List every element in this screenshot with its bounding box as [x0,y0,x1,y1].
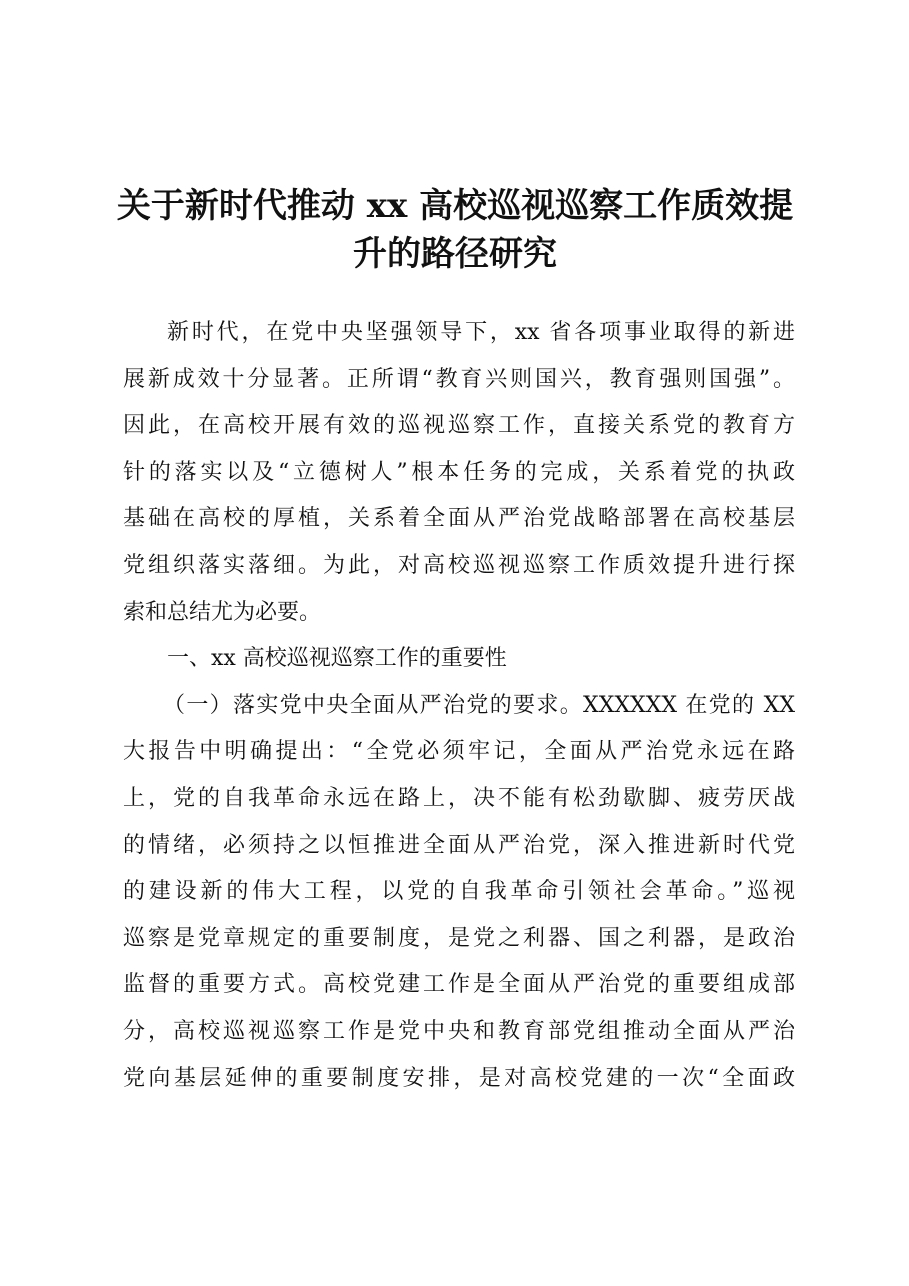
subsection-line-7: 监督的重要方式。高校党建工作是全面从严治党的重要组成部 [123,972,795,998]
intro-line-2: 展新成效十分显著。正所谓“教育兴则国兴，教育强则国强”。 [123,366,795,392]
subsection-line-1: （一）落实党中央全面从严治党的要求。XXXXXX 在党的 XX [163,692,795,718]
intro-line-7: 索和总结尤为必要。 [123,599,322,625]
section-heading: 一、xx 高校巡视巡察工作的重要性 [167,646,507,672]
intro-line-6: 党组织落实落细。为此，对高校巡视巡察工作质效提升进行探 [123,552,795,578]
subsection-line-9: 党向基层延伸的重要制度安排，是对高校党建的一次“全面政 [123,1065,795,1091]
subsection-line-5: 的建设新的伟大工程，以党的自我革命引领社会革命。”巡视 [123,879,795,905]
intro-line-4: 针的落实以及“立德树人”根本任务的完成，关系着党的执政 [123,459,795,485]
title-line-1: 关于新时代推动 xx 高校巡视巡察工作质效提 [116,186,794,226]
intro-line-3: 因此，在高校开展有效的巡视巡察工作，直接关系党的教育方 [123,413,795,439]
subsection-line-6: 巡察是党章规定的重要制度，是党之利器、国之利器，是政治 [123,925,795,951]
subsection-line-3: 上，党的自我革命永远在路上，决不能有松劲歇脚、疲劳厌战 [123,785,795,811]
document-body [123,310,795,1102]
subsection-line-8: 分，高校巡视巡察工作是党中央和教育部党组推动全面从严治 [123,1018,795,1044]
intro-line-5: 基础在高校的厚植，关系着全面从严治党战略部署在高校基层 [123,506,795,532]
subsection-line-4: 的情绪，必须持之以恒推进全面从严治党，深入推进新时代党 [123,832,795,858]
document-title [110,182,800,278]
subsection-line-2: 大报告中明确提出：“全党必须牢记，全面从严治党永远在路 [123,739,795,765]
intro-line-1: 新时代，在党中央坚强领导下，xx 省各项事业取得的新进 [167,320,795,345]
title-line-2: 升的路径研究 [353,234,557,274]
